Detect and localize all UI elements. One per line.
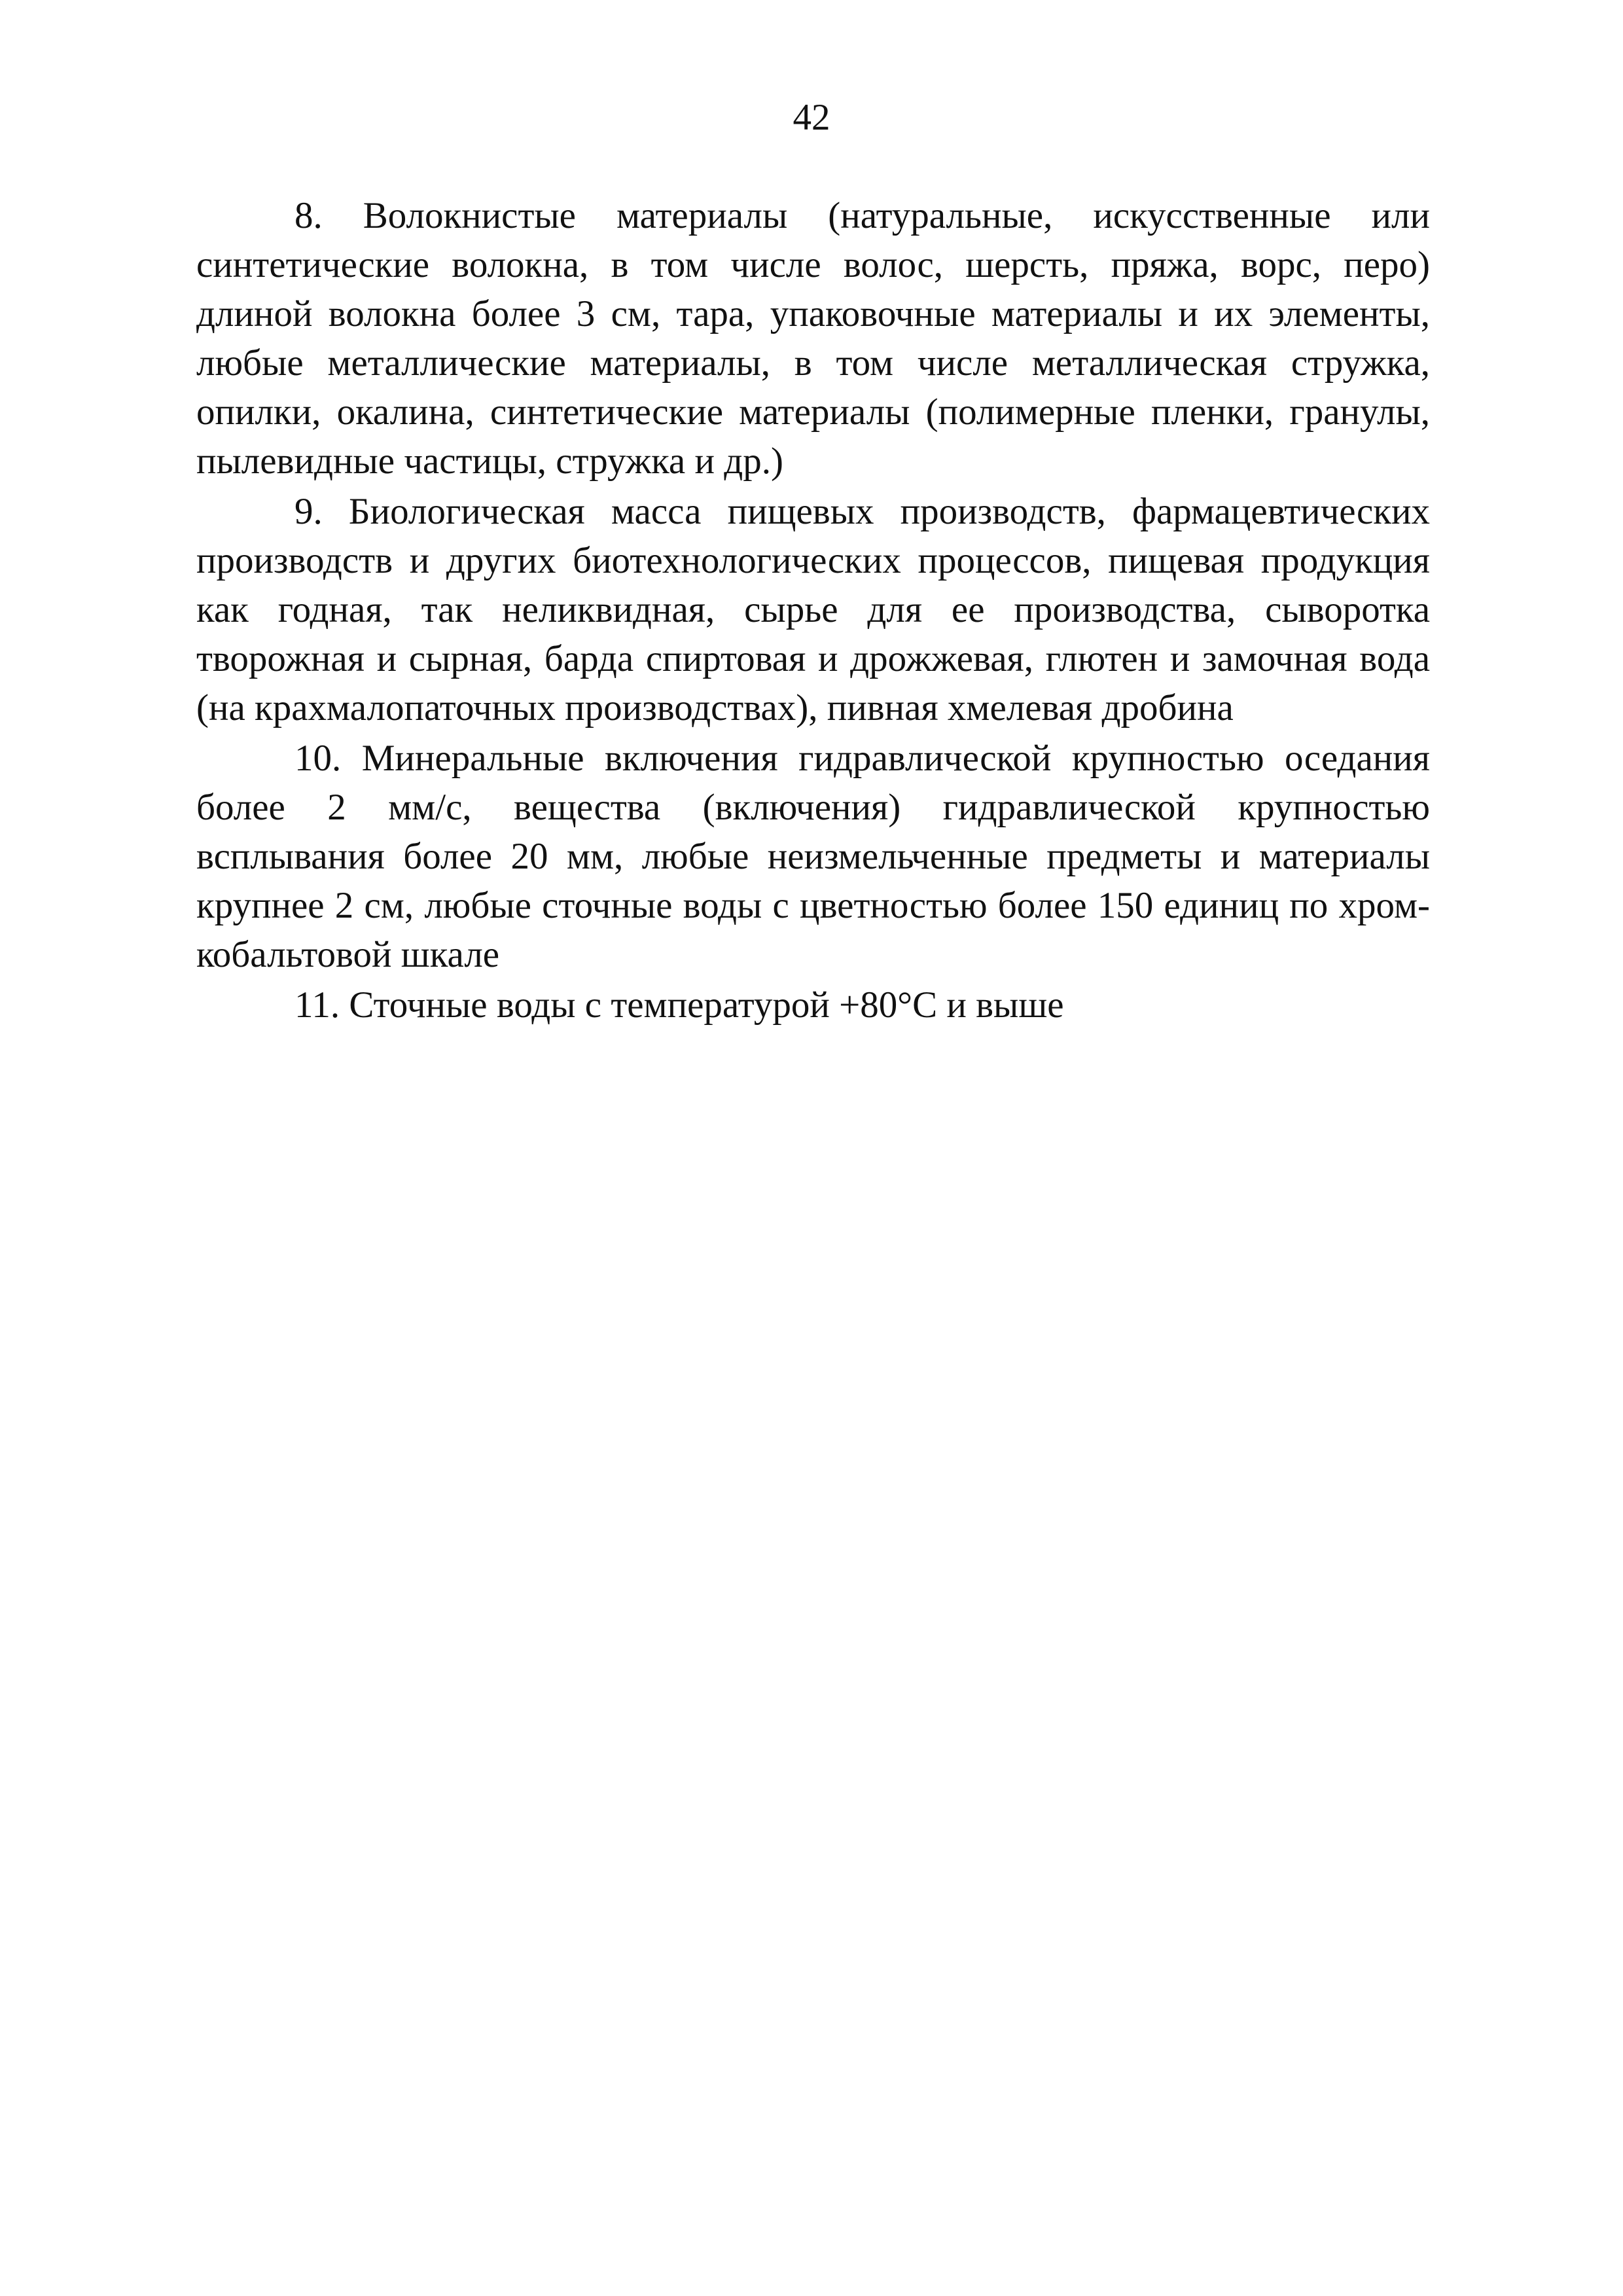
list-item-11: 11. Сточные воды с температурой +80°С и выше [294,984,1064,1026]
list-item-8: 8. Волокнистые материалы (натуральные, искусственные или синтетические волокна, в том числе волос, шерсть, пряжа, ворс, перо) длиной волокна более 3 см, тара, упаковочные материалы и их элементы, любые металлические материалы, в том числе металлическая стружка, опилки, окалина, синтетические материалы (полимерные пленки, гранулы, пылевидные частицы, стружка и др.) [196,195,1430,482]
page-number: 42 [793,97,830,138]
list-item-9: 9. Биологическая масса пищевых производств, фармацевтических производств и других биотехнологических процессов, пищевая продукция как годная, так неликвидная, сырье для ее производства, сыворотка творожная и сырная, барда спиртовая и дрожжевая, глютен и замочная вода (на крахмалопаточных производствах), пивная хмелевая дробина [196,491,1430,728]
document-body [196,191,1430,1031]
list-item-10: 10. Минеральные включения гидравлической крупностью оседания более 2 мм/с, вещества (включения) гидравлической крупностью всплывания более 20 мм, любые неизмельченные предметы и материалы крупнее 2 см, любые сточные воды с цветностью более 150 единиц по хром-кобальтовой шкале [196,738,1430,975]
